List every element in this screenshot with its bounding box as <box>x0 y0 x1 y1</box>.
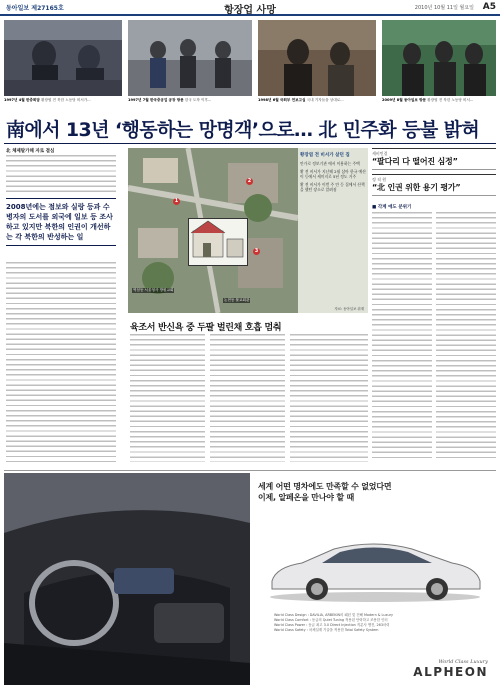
photo-1998-june-image <box>258 20 376 96</box>
sidebar <box>372 148 496 458</box>
ad-tagline: World Class Luxury <box>438 659 488 665</box>
photo-1997-july-caption: 1997년 7월 한국중공업 공장 방문 한국 도착 이후... <box>128 98 212 102</box>
headline-rule <box>4 143 496 144</box>
photo-1997-april <box>4 20 122 96</box>
sidebar-item-1 <box>372 148 496 170</box>
photo-1997-april-image <box>4 20 122 96</box>
ad-feature-4: World Class Safety : 차체설계 기술을 적용한 Total Safety System <box>274 628 379 632</box>
left-subhead: 北 체제탈가해 자로 결심 <box>6 149 55 154</box>
car-interior-image <box>4 473 250 685</box>
pull-quote: 2008년에는 점보와 실랑 등과 수병자의 도서를 외국에 일보 등 조사하고 있지만 북한의 인권이 개선하는 각 북한의 반성하는 일 <box>6 198 116 246</box>
mid-body-col-3 <box>290 334 368 462</box>
sidebar-item-1-kicker: 세비민결 <box>372 151 388 156</box>
page-header <box>0 0 500 16</box>
marker-3: 3 <box>254 248 259 254</box>
legend-item-1: 안가로 정보기관 에서 이용하는 주택 <box>300 161 360 166</box>
sidebar-item-2-headline: “北 인권 위한 용기 평가” <box>372 183 461 192</box>
left-body-bottom <box>6 262 116 462</box>
main-headline: 南에서 13년 ‘행동하는 망명객’으로… 北 민주화 등불 밝혀 <box>6 119 480 141</box>
graphic-legend <box>300 152 366 192</box>
photo-strip <box>4 20 496 106</box>
photo-1997-july <box>128 20 252 96</box>
sidebar-body-1 <box>372 212 432 458</box>
ad-copy-panel <box>254 473 496 685</box>
legend-item-3: 황 전 비서가 이번 주 안 등 집에서 산책을 했던 장소로 알려짐 <box>300 182 365 192</box>
map-label-1: 역삼동 서울청사 방원교회 <box>133 288 174 292</box>
sidebar-item-1-headline: “팔다리 다 떨어진 심정” <box>372 157 458 166</box>
ad-headline <box>258 481 391 503</box>
sidebar-section: ■ 각계 애도 분위기 <box>372 205 412 210</box>
ad-feature-1: World Class Design : DAVILIA, ARBEKIN의 패턴 및 전해 Modern & Luxury <box>274 613 394 617</box>
section-title: 항장업 사망 <box>224 5 276 16</box>
mid-body-col-1 <box>130 334 205 462</box>
photo-1997-april-caption: 1997년 4월 한중회담 황장엽 전 북한 노동당 비서가... <box>4 98 91 102</box>
ad-feature-2: World Class Comfort : 동급의 Quiet Tuning 적용된 안락하고 조용한 인터 <box>274 618 388 622</box>
ad-logo-text: ALPHEON <box>413 665 488 679</box>
inset-house-diagram <box>188 218 248 266</box>
ad-headline-line-1: 세계 어떤 명차에도 만족할 수 없었다면 <box>258 482 392 491</box>
ad-feature-list <box>274 613 393 633</box>
marker-2: 2 <box>247 178 252 184</box>
photo-2009-august-caption: 2009년 8월 동아일보 방문 황장엽 전 북한 노동당 비서... <box>382 98 474 102</box>
map-label-2: 논현동 불교회관 <box>224 298 250 302</box>
photo-2009-august <box>382 20 496 96</box>
ad-headline-line-2: 이제, 알페온을 만나야 할 때 <box>258 493 354 502</box>
mid-body-col-2 <box>210 334 285 462</box>
sidebar-body-2 <box>436 212 496 458</box>
page-number: A5 <box>482 2 496 12</box>
photo-1998-june <box>258 20 376 96</box>
alpheon-advertisement[interactable] <box>4 470 496 686</box>
graphic-source: 자료: 동아일보 취재 <box>334 307 364 311</box>
house-diagram <box>189 219 247 265</box>
ad-interior-photo <box>4 473 250 685</box>
sidebar-item-2 <box>372 174 496 196</box>
legend-item-2: 황 전 비서가 지난해 2월 삼아 한국 예산이 등에서 세미지로 5년 정도 거주 <box>300 169 366 179</box>
residence-graphic <box>128 148 368 313</box>
graphic-title: 황장엽 전 비서가 살던 집 <box>300 153 350 158</box>
photo-1997-july-image <box>128 20 252 96</box>
photo-2009-august-image <box>382 20 496 96</box>
masthead: 동아일보 제27165호 <box>6 5 64 12</box>
ad-brand <box>413 659 488 679</box>
ad-feature-3: World Class Power : 동급 최고 3.0 Direct Injection 직분사 엔진, 263마력 <box>274 623 390 627</box>
left-body-top <box>6 155 116 195</box>
issue-date: 2010년 10월 11일 월요일 <box>414 5 474 11</box>
sidebar-item-2-kicker: 정 직 원 <box>372 177 387 182</box>
ad-car-image <box>262 523 488 603</box>
photo-1998-june-caption: 1998년 6월 국회부 연보고실 국내 기자들을 상대로... <box>258 98 344 102</box>
marker-1: 1 <box>174 198 179 204</box>
sub-headline: 육조서 반신욕 중 두팔 벌린채 호흡 멈춰 <box>130 323 282 333</box>
